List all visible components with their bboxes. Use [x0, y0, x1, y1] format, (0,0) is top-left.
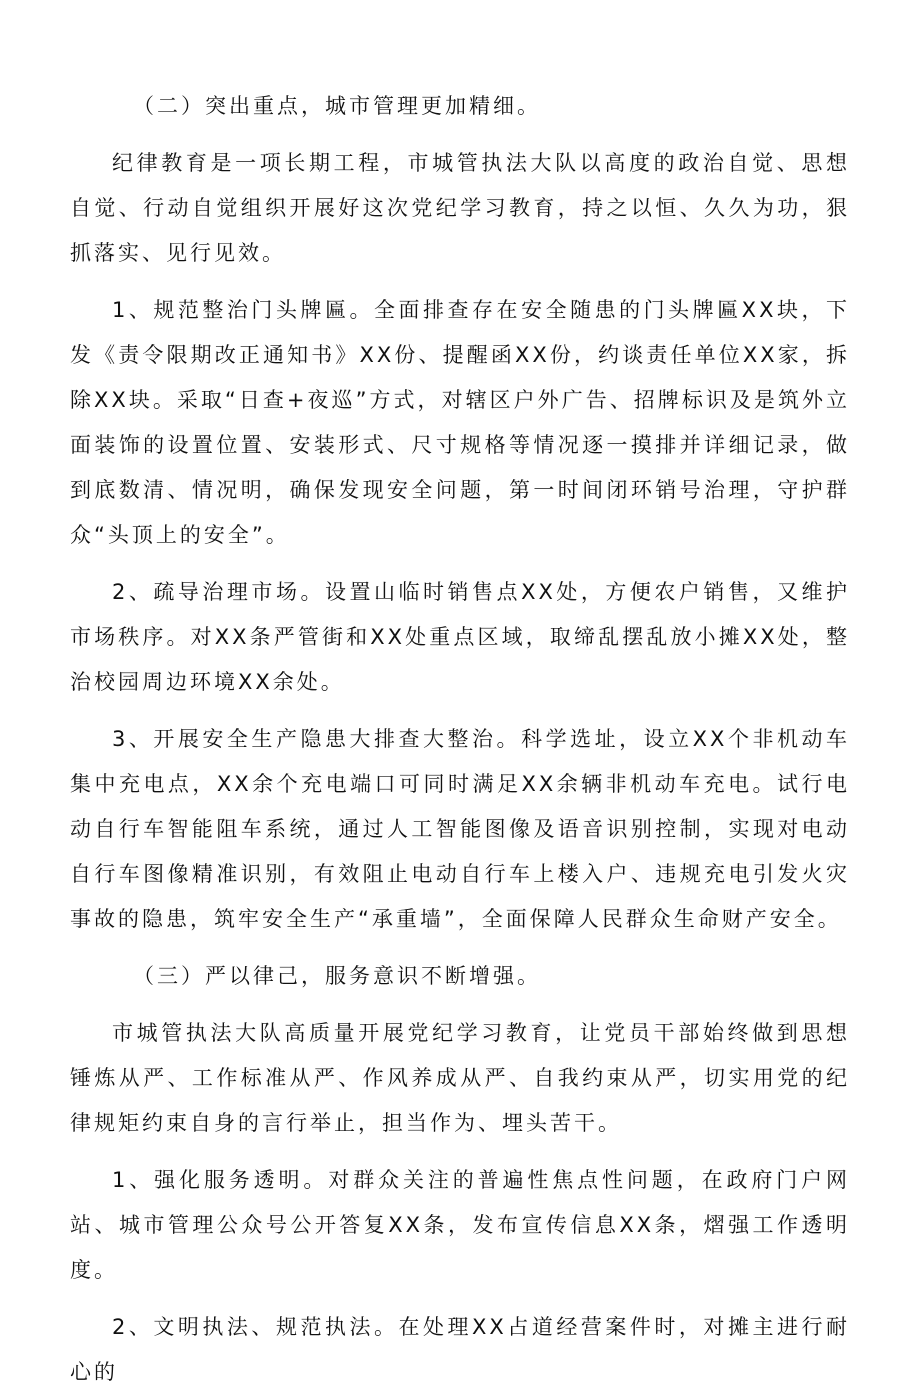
section-heading-2: （二）突出重点，城市管理更加精细。	[133, 94, 541, 118]
paragraph-item-signboards: 1、规范整治门头牌匾。全面排查存在安全随患的门头牌匾XX块，下发《责令限期改正通知书》XX份、提醒函XX份，约谈责任单位XX家，拆除XX块。采取“日查+夜巡”方式，对辖区户外广告、招牌标识及是筑外立面装饰的设置位置、安装形式、尺寸规格等情况逐一摸排并详细记录，做到底数清、情况明，确保发现安全问题，第一时间闭环销号治理，守护群众“头顶上的安全”。	[70, 298, 850, 547]
paragraph-item-transparency: 1、强化服务透明。对群众关注的普遍性焦点性问题，在政府门户网站、城市管理公众号公开答复XX条，发布宣传信息XX条，熠强工作透明度。	[70, 1168, 850, 1282]
paragraph-item-market: 2、疏导治理市场。设置山临时销售点XX处，方便农户销售，又维护市场秩序。对XX条严管街和XX处重点区域，取缔乱摆乱放小摊XX处，整治校园周边环境XX余处。	[70, 580, 850, 694]
paragraph-intro-2: 纪律教育是一项长期工程，市城管执法大队以高度的政治自觉、思想自觉、行动自觉组织开展好这次党纪学习教育，持之以恒、久久为功，狠抓落实、见行见效。	[70, 151, 850, 265]
paragraph-item-safety: 3、开展安全生产隐患大排查大整治。科学选址，设立XX个非机动车集中充电点，XX余个充电端口可同时满足XX余辆非机动车充电。试行电动自行车智能阻车系统，通过人工智能图像及语音识别控制，实现对电动自行车图像精准识别，有效阻止电动自行车上楼入户、违规充电引发火灾事故的隐患，筑牢安全生产“承重墙”，全面保障人民群众生命财产安全。	[70, 727, 850, 931]
section-heading-3: （三）严以律己，服务意识不断增强。	[133, 964, 541, 988]
paragraph-intro-3: 市城管执法大队高质量开展党纪学习教育，让党员干部始终做到思想锤炼从严、工作标准从严、作风养成从严、自我约束从严，切实用党的纪律规矩约束自身的言行举止，担当作为、埋头苦干。	[70, 1021, 850, 1135]
paragraph-item-enforcement: 2、文明执法、规范执法。在处理XX占道经营案件时，对摊主进行耐心的	[70, 1315, 850, 1384]
